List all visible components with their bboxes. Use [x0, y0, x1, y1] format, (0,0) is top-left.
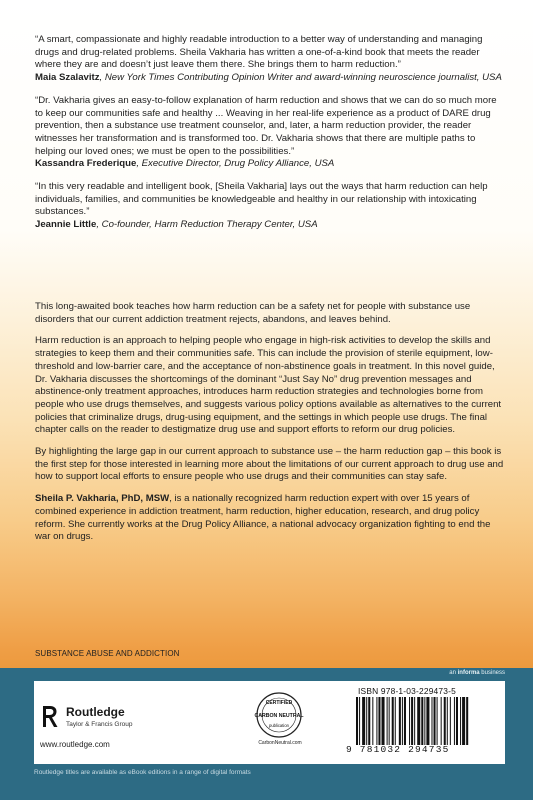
barcode-bar [441, 697, 442, 745]
barcode-bar [444, 697, 446, 745]
barcode-bar [460, 697, 461, 745]
barcode-bar [392, 697, 394, 745]
informa-suffix: business [479, 670, 505, 676]
barcode-bar [450, 697, 451, 745]
barcode-bar [437, 697, 438, 745]
barcode-bar [404, 697, 406, 745]
author-bio-text: , is a nationally recognized harm reduction expert with over 15 years of combined experience in addiction treatment, harm reduction, higher education, research, and drug policy reform. She currently works at the Drug Policy Alliance, a national advocacy organization fighting to end the war on drugs. [35, 493, 491, 543]
barcode-bar [424, 697, 425, 745]
barcode [355, 697, 503, 745]
barcode-bar [417, 697, 420, 745]
barcode-bar [466, 697, 468, 745]
quote-author: Kassandra Frederique [35, 158, 137, 170]
barcode-bar [356, 697, 358, 745]
quote-attribution [35, 158, 505, 171]
barcode-bar [368, 697, 370, 745]
barcode-bar [454, 697, 455, 745]
quote-author: Maia Szalavitz [35, 72, 100, 84]
publisher-name: Routledge [66, 705, 125, 719]
isbn-label: ISBN 978-1-03-229473-5 [358, 686, 456, 696]
barcode-bar [376, 697, 377, 745]
book-description [35, 301, 505, 553]
informa-name: informa [457, 670, 480, 676]
endorsements [35, 34, 505, 242]
ebook-availability-note: Routledge titles are available as eBook editions in a range of digital formats [34, 769, 251, 776]
quote-attribution [35, 72, 505, 85]
quote-text: “In this very readable and intelligent book, [Sheila Vakharia] lays out the ways that harm reduction can help individuals, families, and communities be knowledgeable and healthy in our relationship with intoxicating substances.” [35, 181, 488, 218]
barcode-bar [434, 697, 436, 745]
subject-category: SUBSTANCE ABUSE AND ADDICTION [35, 649, 180, 658]
informa-prefix: an [449, 670, 458, 676]
carbon-neutral-site: CarbonNeutral.com [258, 740, 302, 746]
barcode-bar [387, 697, 388, 745]
barcode-bar [402, 697, 403, 745]
author-name: Sheila P. Vakharia, PhD, MSW [35, 493, 170, 505]
routledge-logo-icon [40, 703, 60, 729]
publisher-website[interactable]: www.routledge.com [40, 740, 110, 749]
quote-attribution [35, 219, 505, 232]
quote-author-role: , Co-founder, Harm Reduction Therapy Center, USA [96, 219, 318, 231]
quote-text: “Dr. Vakharia gives an easy-to-follow explanation of harm reduction and shows that we can do so much more to keep our communities safe and healthy ... Weaving in her real-life experience as a product of DARE drug prevention, then a substance use treatment counselor, and, later, a harm reduction provider, the reader witnesses her transformation and is transformed too. Dr. Vakharia shows that there are multiple paths to helping our loved ones; we must be open to the possibilities.” [35, 94, 497, 157]
quote-text: “A smart, compassionate and highly readable introduction to a better way of understanding and managing drugs and drug-related problems. Sheila Vakharia has written a one-of-a-kind book that meets the reader where they are and doesn’t just leave them there. She brings them to harm reduction.” [35, 34, 483, 71]
barcode-bar [389, 697, 390, 745]
description-paragraph: This long-awaited book teaches how harm reduction can be a safety net for people with substance use disorders that our current addiction treatment rejects, abandons, and leaves behind. [35, 301, 471, 325]
description-paragraph: Harm reduction is an approach to helping people who engage in high-risk activities to develop the skills and strategies to keep them and their communities safe. This can include the provision of sterile equipment, low-threshold and low-barrier care, and the acceptance of non-abstinence goals in treatment. In this novel guide, Dr. Vakharia discusses the shortcomings of the dominant “Just Say No” drug prevention messages and abstinence-only treatment approaches, introduces harm reduction strategies and technologies borne from people who use drugs themselves, and suggests various policy options available as alternatives to the current policies that criminalize drugs, drug-using equipment, and the settings in which people use drugs. The final chapter calls on the reader to destigmatize drug use and support efforts to reform our drug policies. [35, 335, 502, 436]
barcode-bar [399, 697, 401, 745]
quote-author-role: , Executive Director, Drug Policy Alliance, USA [136, 158, 335, 170]
publisher-group: Taylor & Francis Group [66, 721, 133, 728]
barcode-bar [378, 697, 380, 745]
quote-author: Jeannie Little [35, 219, 97, 231]
barcode-bar [426, 697, 429, 745]
barcode-digits: 9 781032 294735 [346, 744, 450, 755]
barcode-bar [366, 697, 367, 745]
barcode-bar [411, 697, 413, 745]
barcode-bar [421, 697, 423, 745]
description-paragraph: By highlighting the large gap in our current approach to substance use – the harm reduction gap – this book is the first step for those interested in learning more about the limitations of our current approach to drug use and how to support local efforts to ensure people who use drugs and their communities can stay safe. [35, 446, 504, 483]
author-bio [35, 493, 505, 544]
barcode-bar [372, 697, 373, 745]
barcode-bar [409, 697, 410, 745]
carbon-seal-bottom: publication [268, 723, 290, 728]
barcode-bar [431, 697, 432, 745]
barcode-bar [395, 697, 396, 745]
endorsement-quote [35, 95, 505, 171]
endorsement-quote [35, 181, 505, 232]
endorsement-quote [35, 34, 505, 85]
barcode-bar [462, 697, 465, 745]
barcode-bar [359, 697, 360, 745]
barcode-bar [414, 697, 415, 745]
barcode-bar [456, 697, 458, 745]
barcode-bar [362, 697, 365, 745]
informa-tagline [449, 670, 505, 676]
quote-author-role: , New York Times Contributing Opinion Writer and award-winning neuroscience journalist, USA [99, 72, 502, 84]
barcode-bar [447, 697, 448, 745]
carbon-seal-top: CERTIFIED [265, 700, 293, 706]
barcode-bar [382, 697, 385, 745]
carbon-seal-middle: CARBON NEUTRAL [254, 713, 304, 719]
